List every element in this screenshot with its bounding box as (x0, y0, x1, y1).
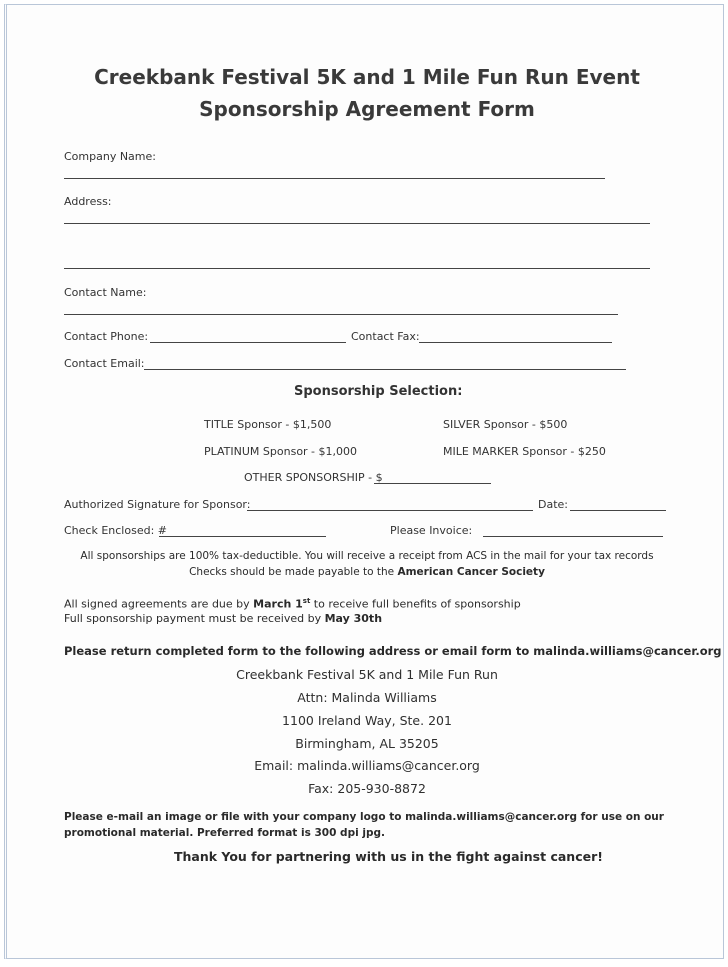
contact-phone-field[interactable] (150, 342, 346, 343)
contact-fax-field[interactable] (419, 342, 612, 343)
check-enclosed-field[interactable] (159, 536, 326, 537)
return-address-line2: Attn: Malinda Williams (297, 690, 437, 705)
return-instructions-heading: Please return completed form to the following address or email form to malinda.williams@cancer.org (64, 644, 722, 658)
return-address-line4: Birmingham, AL 35205 (295, 736, 439, 751)
please-invoice-label: Please Invoice: (390, 524, 473, 537)
address-field-line2[interactable] (64, 268, 650, 269)
form-title-line2: Sponsorship Agreement Form (199, 97, 535, 121)
company-name-label: Company Name: (64, 150, 156, 163)
contact-phone-label: Contact Phone: (64, 330, 149, 343)
contact-email-label: Contact Email: (64, 357, 145, 370)
payment-due-note (64, 612, 382, 625)
contact-name-label: Contact Name: (64, 286, 147, 299)
sponsorship-heading: Sponsorship Selection: (294, 384, 463, 399)
contact-name-field[interactable] (64, 314, 618, 315)
authorized-signature-field[interactable] (247, 510, 533, 511)
logo-request-line1: Please e-mail an image or file with your company logo to malinda.williams@cancer.org for use on our (64, 811, 664, 823)
please-invoice-field[interactable] (483, 536, 663, 537)
title-sponsor-option[interactable]: TITLE Sponsor - $1,500 (204, 418, 332, 431)
form-page (4, 4, 724, 959)
other-sponsorship-label: OTHER SPONSORSHIP - $ (244, 471, 383, 484)
contact-fax-label: Contact Fax: (351, 330, 420, 343)
contact-email-field[interactable] (144, 369, 626, 370)
payable-note-text: Checks should be made payable to the (189, 566, 398, 578)
date-label: Date: (538, 498, 568, 511)
company-name-field[interactable] (64, 178, 605, 179)
due-date-text: All signed agreements are due by (64, 597, 254, 611)
form-title-line1: Creekbank Festival 5K and 1 Mile Fun Run Event (94, 65, 640, 89)
return-fax: Fax: 205-930-8872 (308, 781, 426, 796)
address-label: Address: (64, 195, 112, 208)
thank-you-message: Thank You for partnering with us in the fight against cancer! (174, 849, 603, 864)
payable-organization: American Cancer Society (397, 566, 545, 578)
other-sponsorship-field[interactable] (374, 483, 491, 484)
payment-due-date: May 30th (324, 612, 383, 625)
return-email: Email: malinda.williams@cancer.org (254, 758, 480, 773)
tax-deductible-note: All sponsorships are 100% tax-deductible. You will receive a receipt from ACS in the mail for your tax records (80, 550, 654, 562)
due-date-value: March 1 (253, 597, 303, 611)
return-address-line1: Creekbank Festival 5K and 1 Mile Fun Run (236, 667, 498, 682)
mile-marker-sponsor-option[interactable]: MILE MARKER Sponsor - $250 (443, 445, 606, 458)
platinum-sponsor-option[interactable]: PLATINUM Sponsor - $1,000 (204, 445, 358, 458)
authorized-signature-label: Authorized Signature for Sponsor: (64, 498, 251, 511)
address-field-line1[interactable] (64, 223, 650, 224)
logo-request-line2: promotional material. Preferred format is 300 dpi jpg. (64, 827, 385, 839)
due-date-note (64, 597, 521, 611)
check-enclosed-label: Check Enclosed: # (64, 524, 167, 537)
silver-sponsor-option[interactable]: SILVER Sponsor - $500 (443, 418, 568, 431)
due-date-benefits: to receive full benefits of sponsorship (310, 597, 521, 611)
return-address-line3: 1100 Ireland Way, Ste. 201 (282, 713, 452, 728)
payment-due-text: Full sponsorship payment must be received by (64, 612, 325, 625)
due-date-suffix: st (302, 597, 311, 605)
date-field[interactable] (570, 510, 666, 511)
payable-note (7, 566, 727, 578)
